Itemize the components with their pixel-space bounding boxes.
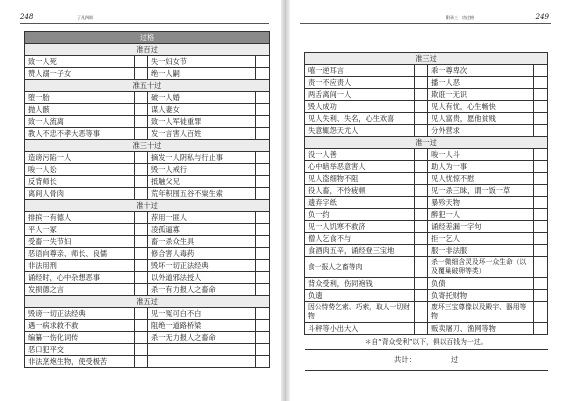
tally-cell[interactable] — [414, 197, 428, 209]
item-cell: 诵经差漏一字句 — [428, 221, 534, 233]
item-cell: 贩卖屠刀、渔网等物 — [428, 323, 534, 335]
table-row — [305, 290, 548, 302]
table-title: 过格 — [25, 32, 270, 44]
tally-cell[interactable] — [414, 323, 428, 335]
tally-cell[interactable] — [414, 302, 428, 323]
section-heading: 准三过 — [305, 53, 548, 65]
right-header-rule — [300, 23, 551, 24]
item-cell: 杀一有力报人之畜命 — [148, 284, 256, 296]
item-cell: 毁坏一切正法经典 — [148, 260, 256, 272]
tally-cell[interactable] — [534, 257, 548, 278]
left-demerit-table — [24, 31, 270, 368]
table-row — [305, 302, 548, 323]
tally-cell[interactable] — [414, 149, 428, 161]
table-row — [305, 209, 548, 221]
table-row — [305, 89, 548, 101]
item-cell: 助人为一事 — [428, 161, 534, 173]
table-row — [25, 128, 270, 140]
item-cell: 破一人婚 — [148, 92, 256, 104]
tally-cell[interactable] — [534, 77, 548, 89]
item-cell: 编纂一伤化词传 — [25, 332, 135, 344]
item-cell: 发损德之言 — [25, 284, 135, 296]
item-cell: 杀一无力报人之畜命 — [148, 332, 256, 344]
item-cell: 致一人军徒重罪 — [148, 116, 256, 128]
tally-cell[interactable] — [256, 104, 270, 116]
table-row — [305, 257, 548, 278]
tally-cell[interactable] — [134, 56, 148, 68]
item-cell: 见人忧惊不慰 — [428, 173, 534, 185]
item-cell: 因公恃势乞索、巧索，取人一切财物 — [305, 302, 415, 323]
tally-cell[interactable] — [134, 104, 148, 116]
item-cell: 废坏三宝尊像以及殿宇、器用等物 — [428, 302, 534, 323]
section-heading: 准十过 — [25, 200, 270, 212]
item-cell: 食酒肉五辛，诵经登三宝地 — [305, 245, 415, 257]
tally-cell[interactable] — [256, 68, 270, 80]
table-row — [305, 221, 548, 233]
total-line — [305, 350, 548, 371]
tally-cell[interactable] — [414, 77, 428, 89]
item-cell: 毁人成功 — [305, 101, 415, 113]
tally-cell[interactable] — [134, 284, 148, 296]
total-label: 共计： — [393, 355, 417, 364]
item-cell: 平人一冢 — [25, 224, 135, 236]
tally-cell[interactable] — [534, 290, 548, 302]
table-row — [25, 164, 270, 176]
table-row — [25, 188, 270, 200]
tally-cell[interactable] — [134, 236, 148, 248]
item-cell: 排摈一有德人 — [25, 212, 135, 224]
item-cell: 阻绝一道路桥梁 — [148, 320, 256, 332]
tally-cell[interactable] — [134, 332, 148, 344]
tally-cell[interactable] — [256, 116, 270, 128]
tally-cell[interactable] — [256, 236, 270, 248]
item-cell: 恶口犯平交 — [25, 344, 135, 356]
tally-cell[interactable] — [414, 65, 428, 77]
section-heading: 准一过 — [305, 137, 548, 149]
tally-cell[interactable] — [256, 212, 270, 224]
tally-cell[interactable] — [414, 209, 428, 221]
right-demerit-table — [304, 52, 548, 371]
tally-cell[interactable] — [414, 245, 428, 257]
tally-cell[interactable] — [134, 152, 148, 164]
tally-cell[interactable] — [256, 176, 270, 188]
item-cell: 见人有忧，心生畅快 — [428, 101, 534, 113]
table-row — [25, 260, 270, 272]
item-cell: 离间人骨肉 — [25, 188, 135, 200]
tally-cell[interactable] — [256, 164, 270, 176]
left-page-header — [20, 14, 93, 22]
item-cell: 受畜一失节妇 — [25, 236, 135, 248]
item-cell: 畜一杀众生具 — [148, 236, 256, 248]
tally-cell[interactable] — [414, 113, 428, 125]
section-heading: 准五过 — [25, 296, 270, 308]
item-cell: 诵经时，心中杂想恶事 — [25, 272, 135, 284]
table-row — [305, 149, 548, 161]
item-cell: 见一人饥寒不救济 — [305, 221, 415, 233]
item-cell: 僧人乞食不与 — [305, 233, 415, 245]
item-cell: 见人富贵，愿他贫贱 — [428, 113, 534, 125]
item-cell: 堕一胎 — [25, 92, 135, 104]
right-page-header — [446, 14, 549, 22]
item-cell: 荐用一匪人 — [148, 212, 256, 224]
item-cell: 拒一乞人 — [428, 233, 534, 245]
tally-cell[interactable] — [414, 233, 428, 245]
item-cell: 抛人骸 — [25, 104, 135, 116]
section-heading: 准百过 — [25, 44, 270, 56]
item-cell: 嘻一逆耳言 — [305, 65, 415, 77]
table-row — [305, 77, 548, 89]
tally-cell[interactable] — [134, 212, 148, 224]
tally-cell[interactable] — [256, 272, 270, 284]
item-cell: 抵触父兄 — [148, 176, 256, 188]
table-row — [305, 278, 548, 290]
item-cell: 恶语向尊亲、师长、良儒 — [25, 248, 135, 260]
tally-cell[interactable] — [134, 68, 148, 80]
item-cell: 负一约 — [305, 209, 415, 221]
tally-cell[interactable] — [534, 173, 548, 185]
tally-cell[interactable] — [134, 176, 148, 188]
table-row — [25, 344, 270, 356]
table-row — [25, 248, 270, 260]
right-page-number: 249 — [535, 13, 549, 21]
tally-cell[interactable] — [534, 65, 548, 77]
left-page-number: 248 — [20, 13, 34, 21]
item-cell: 杀一微细含灵及坏一众生命（以及覆巢破卵等类） — [428, 257, 534, 278]
section-heading: 准五十过 — [25, 80, 270, 92]
item-cell: 没一人善 — [305, 149, 415, 161]
tally-cell[interactable] — [256, 188, 270, 200]
tally-cell[interactable] — [534, 185, 548, 197]
item-cell: 绝一人嗣 — [148, 68, 256, 80]
tally-cell[interactable] — [134, 188, 148, 200]
tally-cell[interactable] — [256, 284, 270, 296]
tally-cell[interactable] — [534, 209, 548, 221]
total-unit: 过 — [450, 355, 459, 364]
tally-cell[interactable] — [534, 89, 548, 101]
item-cell: 唆一人讼 — [25, 164, 135, 176]
tally-cell[interactable] — [256, 56, 270, 68]
table-row — [25, 68, 270, 80]
table-row — [305, 323, 548, 335]
tally-cell[interactable] — [256, 344, 270, 356]
tally-cell[interactable] — [256, 248, 270, 260]
item-cell: 醉犯一人 — [428, 209, 534, 221]
tally-cell[interactable] — [414, 173, 428, 185]
table-row — [25, 176, 270, 188]
item-cell: 见一冤可白不白 — [148, 308, 256, 320]
tally-cell[interactable] — [534, 221, 548, 233]
item-cell: 凌孤逼寡 — [148, 224, 256, 236]
tally-cell[interactable] — [534, 125, 548, 137]
item-cell: 遗弃字纸 — [305, 197, 415, 209]
item-cell: 役人畜，不怜疲顿 — [305, 185, 415, 197]
tally-cell[interactable] — [256, 356, 270, 368]
table-row — [305, 173, 548, 185]
tally-cell[interactable] — [134, 116, 148, 128]
item-cell: 遇一病求救不救 — [25, 320, 135, 332]
tally-cell[interactable] — [134, 128, 148, 140]
table-row — [25, 272, 270, 284]
item-cell: 负遗 — [305, 290, 415, 302]
left-header-rule — [20, 23, 269, 24]
table-row — [305, 245, 548, 257]
item-cell: 负债 — [428, 278, 534, 290]
tally-cell[interactable] — [534, 233, 548, 245]
tally-cell[interactable] — [534, 302, 548, 323]
table-row — [305, 233, 548, 245]
item-cell: 服一非法服 — [428, 245, 534, 257]
tally-cell[interactable] — [534, 101, 548, 113]
tally-cell[interactable] — [414, 185, 428, 197]
table-row — [305, 125, 548, 137]
tally-cell[interactable] — [134, 272, 148, 284]
table-row — [25, 116, 270, 128]
footnote: ＊自“背众受利”以下，俱以百钱为一过。 — [364, 338, 488, 346]
tally-cell[interactable] — [414, 257, 428, 278]
left-running-title: 了凡四训 — [76, 15, 93, 20]
tally-cell[interactable] — [534, 245, 548, 257]
item-cell: 暴殄天物 — [428, 197, 534, 209]
tally-cell[interactable] — [134, 344, 148, 356]
item-cell: 失意辄怨天尤人 — [305, 125, 415, 137]
item-cell: 非法用刑 — [25, 260, 135, 272]
tally-cell[interactable] — [534, 323, 548, 335]
section-heading: 准三十过 — [25, 140, 270, 152]
tally-cell[interactable] — [534, 161, 548, 173]
item-cell: 失一妇女节 — [148, 56, 256, 68]
tally-cell[interactable] — [414, 290, 428, 302]
table-row — [25, 308, 270, 320]
table-row — [305, 197, 548, 209]
tally-cell[interactable] — [256, 224, 270, 236]
tally-cell[interactable] — [256, 260, 270, 272]
item-cell — [148, 356, 256, 368]
item-cell: 反背师长 — [25, 176, 135, 188]
item-cell: 致一人流离 — [25, 116, 135, 128]
item-cell: 见人盗细物不阻 — [305, 173, 415, 185]
tally-cell[interactable] — [414, 161, 428, 173]
tally-cell[interactable] — [414, 125, 428, 137]
item-cell: 乖一尊卑次 — [428, 65, 534, 77]
tally-cell[interactable] — [256, 320, 270, 332]
tally-cell[interactable] — [256, 332, 270, 344]
table-row — [25, 356, 270, 368]
item-cell: 心中暗举恶意害人 — [305, 161, 415, 173]
item-cell: 负寄托财物 — [428, 290, 534, 302]
table-row — [25, 152, 270, 164]
item-cell: 唆一人斗 — [428, 149, 534, 161]
table-row — [25, 320, 270, 332]
table-row — [305, 65, 548, 77]
tally-cell[interactable] — [134, 164, 148, 176]
tally-cell[interactable] — [134, 320, 148, 332]
item-cell: 食一报人之畜等肉 — [305, 257, 415, 278]
table-row — [25, 332, 270, 344]
tally-cell[interactable] — [134, 92, 148, 104]
item-cell: 赞人溺一子女 — [25, 68, 135, 80]
tally-cell[interactable] — [256, 92, 270, 104]
tally-cell[interactable] — [256, 128, 270, 140]
item-cell: 修合害人毒药 — [148, 248, 256, 260]
table-row — [25, 212, 270, 224]
item-cell: 致一人死 — [25, 56, 135, 68]
table-row — [25, 284, 270, 296]
item-cell: 见一杀三昧，谓一饭一草 — [428, 185, 534, 197]
item-cell: 两舌离间一人 — [305, 89, 415, 101]
tally-cell[interactable] — [134, 260, 148, 272]
item-cell: 欺诳一无识 — [428, 89, 534, 101]
item-cell: 斗秤等小出大入 — [305, 323, 415, 335]
tally-cell[interactable] — [534, 197, 548, 209]
item-cell: 见人失利、失名，心生欢喜 — [305, 113, 415, 125]
table-row — [305, 185, 548, 197]
item-cell: 摘发一人阴私与行止事 — [148, 152, 256, 164]
item-cell: 发一言害人百姓 — [148, 128, 256, 140]
item-cell: 荒年积囤五谷不粜生索 — [148, 188, 256, 200]
tally-cell[interactable] — [414, 89, 428, 101]
item-cell: 教人不忠不孝大恶等事 — [25, 128, 135, 140]
table-row — [305, 161, 548, 173]
tally-cell[interactable] — [134, 308, 148, 320]
item-cell: 毁谤一切正法经典 — [25, 308, 135, 320]
item-cell: 造谤污陷一人 — [25, 152, 135, 164]
table-row — [305, 101, 548, 113]
tally-cell[interactable] — [534, 113, 548, 125]
table-row — [25, 224, 270, 236]
tally-cell[interactable] — [134, 248, 148, 260]
right-running-title: 附录三 功过格 — [446, 15, 475, 20]
item-cell: 背众受利，伤同袍钱 — [305, 278, 415, 290]
tally-cell[interactable] — [414, 221, 428, 233]
tally-cell[interactable] — [534, 278, 548, 290]
tally-cell[interactable] — [134, 224, 148, 236]
tally-cell[interactable] — [256, 308, 270, 320]
tally-cell[interactable] — [134, 356, 148, 368]
item-cell: 播一人恶 — [428, 77, 534, 89]
tally-cell[interactable] — [534, 149, 548, 161]
item-cell: 分外营求 — [428, 125, 534, 137]
table-row — [25, 56, 270, 68]
item-cell — [148, 344, 256, 356]
item-cell: 以外道邪法授人 — [148, 272, 256, 284]
table-row — [25, 236, 270, 248]
table-row — [25, 104, 270, 116]
item-cell: 非法烹炮生物，使受极苦 — [25, 356, 135, 368]
table-row — [305, 113, 548, 125]
book-gutter — [281, 0, 290, 401]
tally-cell[interactable] — [414, 101, 428, 113]
item-cell: 谋人妻女 — [148, 104, 256, 116]
tally-cell[interactable] — [414, 278, 428, 290]
tally-cell[interactable] — [256, 152, 270, 164]
item-cell: 责一不应责人 — [305, 77, 415, 89]
item-cell: 毁一人戒行 — [148, 164, 256, 176]
table-row — [25, 92, 270, 104]
